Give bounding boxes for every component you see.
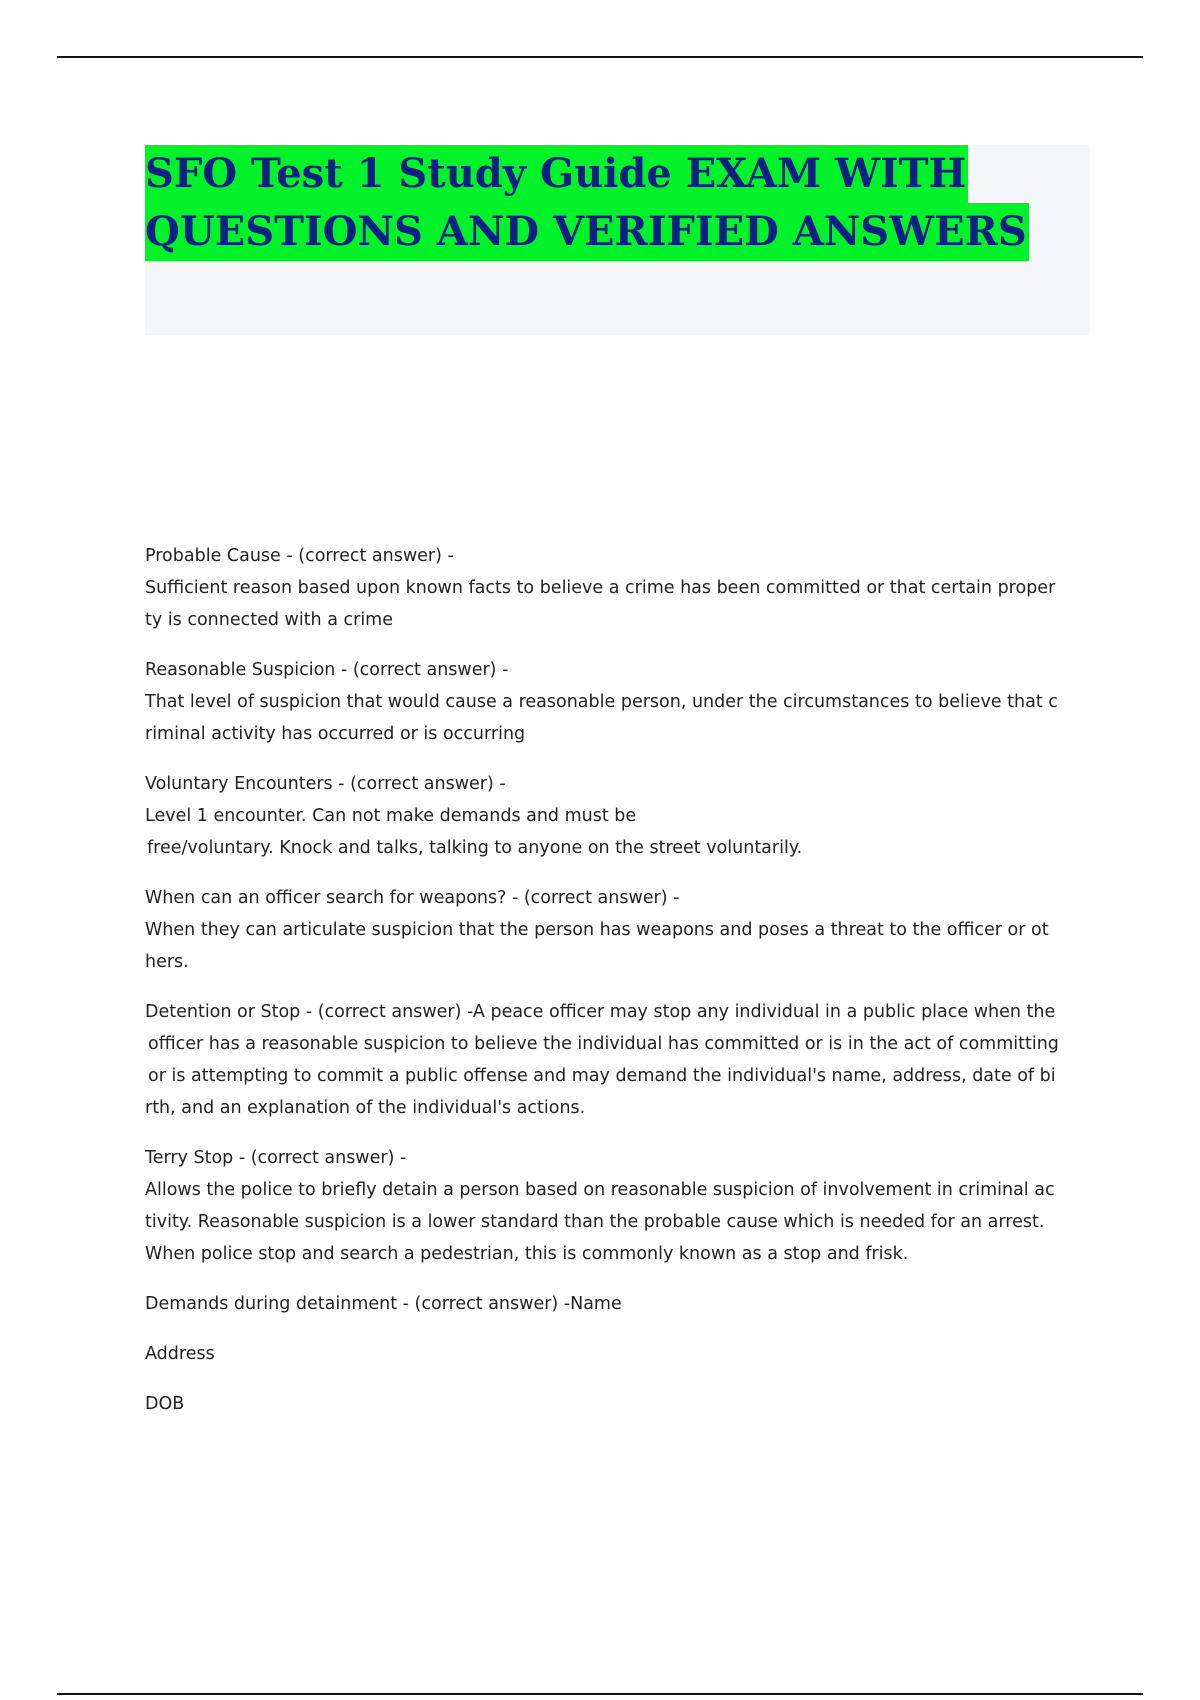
- answer-line: Sufficient reason based upon known facts to believe a crime has been committed or that certain proper: [145, 578, 1056, 598]
- title-line-2: QUESTIONS AND VERIFIED ANSWERS: [145, 203, 1029, 261]
- answer-line: hers.: [145, 952, 189, 972]
- title-line-1: SFO Test 1 Study Guide EXAM WITH: [145, 145, 968, 203]
- answer-line: officer has a reasonable suspicion to believe the individual has committed or is in the act of committing: [148, 1034, 1059, 1054]
- demand-item-dob: DOB: [145, 1394, 185, 1414]
- question-text: Voluntary Encounters - (correct answer) -: [145, 774, 506, 794]
- answer-line: or is attempting to commit a public offense and may demand the individual's name, address, date of bi: [148, 1066, 1056, 1086]
- answer-line: riminal activity has occurred or is occurring: [145, 724, 526, 744]
- answer-text: [145, 800, 1090, 864]
- qa-entry-reasonable-suspicion: [145, 654, 1090, 750]
- demand-item-address: Address: [145, 1344, 215, 1364]
- qa-content: [145, 540, 1090, 1438]
- title-block: [145, 145, 1090, 335]
- document-title: [145, 145, 1090, 261]
- answer-line: That level of suspicion that would cause a reasonable person, under the circumstances to believe that c: [145, 692, 1058, 712]
- qa-entry-weapons-search: [145, 882, 1090, 978]
- qa-entry-voluntary-encounters: [145, 768, 1090, 864]
- footer-rule: [57, 1693, 1143, 1695]
- qa-entry-detention-or-stop: [145, 996, 1090, 1124]
- header-rule: [57, 56, 1143, 58]
- question-text: Terry Stop - (correct answer) -: [145, 1148, 407, 1168]
- answer-line: Detention or Stop - (correct answer) -A peace officer may stop any individual in a public place when the: [145, 1002, 1056, 1022]
- answer-text: [145, 914, 1090, 978]
- answer-line: When police stop and search a pedestrian, this is commonly known as a stop and frisk.: [145, 1244, 909, 1264]
- answer-line: tivity. Reasonable suspicion is a lower standard than the probable cause which is needed for an arrest.: [145, 1212, 1045, 1232]
- answer-text: [145, 1174, 1090, 1270]
- question-text: When can an officer search for weapons? - (correct answer) -: [145, 888, 680, 908]
- answer-line: When they can articulate suspicion that the person has weapons and poses a threat to the officer or ot: [145, 920, 1049, 940]
- question-text: Probable Cause - (correct answer) -: [145, 546, 454, 566]
- answer-line: Allows the police to briefly detain a person based on reasonable suspicion of involvement in criminal ac: [145, 1180, 1055, 1200]
- answer-text: [145, 572, 1090, 636]
- qa-entry-terry-stop: [145, 1142, 1090, 1270]
- answer-line: Level 1 encounter. Can not make demands and must be: [145, 806, 637, 826]
- answer-line: rth, and an explanation of the individual's actions.: [145, 1098, 586, 1118]
- qa-entry-probable-cause: [145, 540, 1090, 636]
- answer-line: ty is connected with a crime: [145, 610, 393, 630]
- answer-text: [145, 686, 1090, 750]
- demands-heading: Demands during detainment - (correct answer) -Name: [145, 1294, 622, 1314]
- answer-line: free/voluntary. Knock and talks, talking to anyone on the street voluntarily.: [147, 838, 803, 858]
- answer-text: [145, 996, 1090, 1124]
- question-text: Reasonable Suspicion - (correct answer) -: [145, 660, 509, 680]
